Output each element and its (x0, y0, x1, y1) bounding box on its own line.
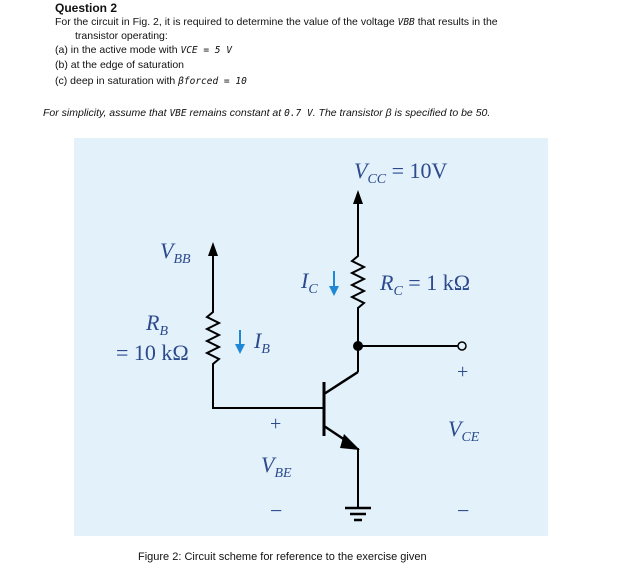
rc-resistor (352, 248, 364, 346)
part-c-text: (c) deep in saturation with (55, 75, 176, 87)
question-line-1-start: For the circuit in Fig. 2, it is required to determine the value of the voltage (55, 16, 395, 28)
vce-plus: + (457, 361, 469, 383)
note-part-1: For simplicity, assume that (43, 107, 167, 119)
part-c-expression: βforced = 10 (178, 76, 247, 87)
part-a (55, 44, 232, 57)
ic-label: $I_C$ (301, 268, 318, 297)
question-line-1 (55, 16, 498, 29)
note-part-2: remains constant at (189, 107, 282, 119)
ib-arrow-head (235, 344, 245, 354)
question-line-2: transistor operating: (75, 30, 168, 42)
part-c (55, 75, 247, 88)
vcc-label: $V_{CC} = 10V$ (354, 158, 448, 187)
vbe-label: $V_{BE}$ (261, 452, 292, 481)
vce-minus: − (457, 498, 470, 523)
ib-label: $I_B$ (254, 328, 270, 357)
part-a-text: (a) in the active mode with (55, 44, 178, 56)
figure-caption: Figure 2: Circuit scheme for reference to the exercise given (138, 551, 427, 563)
rc-label: $R_C = 1$ kΩ (380, 270, 471, 299)
assumption-note (43, 107, 490, 120)
vce-terminal (458, 342, 466, 350)
rb-value-label: = 10 kΩ (116, 340, 189, 365)
vbb-arrow (208, 242, 218, 256)
emitter-arrow (340, 434, 360, 450)
note-part-3: . The transistor β is specified to be 50. (312, 107, 491, 119)
part-b: (b) at the edge of saturation (55, 59, 184, 71)
ic-arrow-head (329, 286, 339, 296)
vbb-label: $V_{BB}$ (160, 238, 191, 267)
vbe-plus: + (270, 413, 282, 435)
circuit-figure (74, 138, 548, 536)
question-title: Question 2 (55, 1, 118, 15)
circuit-diagram (74, 138, 548, 536)
note-value: 0.7 V (284, 108, 313, 119)
vbe-minus: − (270, 498, 283, 523)
vbb-symbol: VBB (397, 17, 415, 28)
vcc-arrow (353, 190, 363, 204)
question-line-1-end: that results in the (417, 16, 498, 28)
vce-label: $V_{CE}$ (448, 416, 480, 445)
rb-label: $R_B$ (146, 310, 169, 339)
part-a-expression: VCE = 5 V (180, 45, 232, 56)
note-vbe: VBE (169, 108, 187, 119)
transistor-collector (324, 372, 358, 394)
